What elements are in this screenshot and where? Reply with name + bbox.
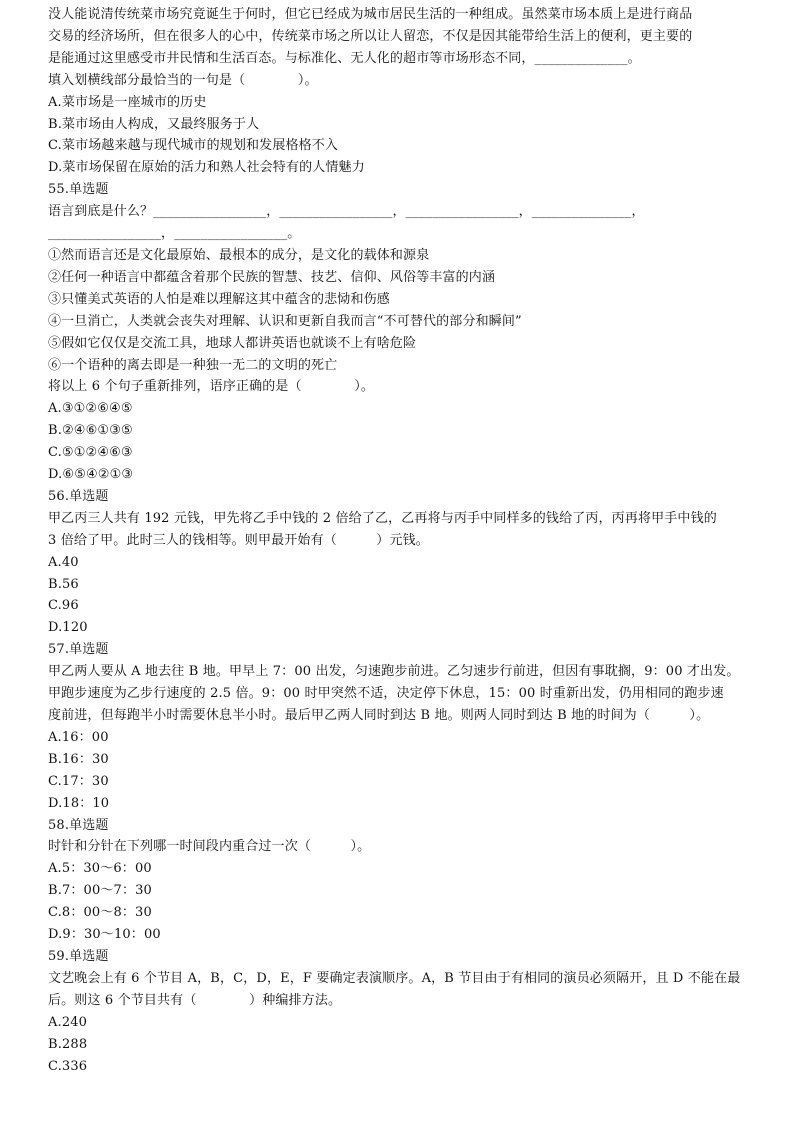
question-54 [48,4,760,179]
question-text-line: 3 倍给了甲。此时三人的钱相等。则甲最开始有（ ）元钱。 [48,532,429,548]
question-text-line: 时针和分针在下列哪一时间段内重合过一次（ ）。 [48,839,371,855]
question-55 [48,179,760,486]
option-d: D.9：30～10：00 [48,927,161,943]
option-b: B.288 [48,1036,88,1052]
option-d: D.菜市场保留在原始的活力和熟人社会特有的人情魅力 [48,160,365,176]
question-text-line: 甲乙两人要从 A 地去往 B 地。甲早上 7：00 出发，匀速跑步前进。乙匀速步行前进，但因有事耽搁，9：00 才出发。 [48,664,740,680]
question-prompt: 填入划横线部分最恰当的一句是（ ）。 [48,72,318,88]
option-a: A.16：00 [48,729,109,745]
question-text-line: 后。则这 6 个节目共有（ ）种编排方法。 [48,992,342,1008]
question-text-line: 语言到底是什么？_________________，_________________，_________________，_______________， [48,204,645,220]
question-text-line: 甲跑步速度为乙步行速度的 2.5 倍。9：00 时甲突然不适，决定停下休息，15：00 时重新出发，仍用相同的跑步速 [48,686,724,702]
question-text-line: _________________，_________________。 [48,226,301,242]
option-b: B.16：30 [48,751,109,767]
sentence-4: ④一旦消亡，人类就会丧失对理解、认识和更新自我而言“不可替代的部分和瞬间” [48,313,522,329]
option-a: A.5：30～6：00 [48,861,152,877]
sentence-5: ⑤假如它仅仅是交流工具，地球人都讲英语也就谈不上有啥危险 [48,335,417,351]
question-58 [48,815,760,946]
option-a: A.40 [48,554,79,570]
option-d: D.⑥⑤④②①③ [48,467,134,483]
option-b: B.7：00～7：30 [48,883,152,899]
option-c: C.8：00～8：30 [48,905,152,921]
option-b: B.②④⑥①③⑤ [48,423,133,439]
question-56 [48,486,760,639]
option-b: B.56 [48,576,79,592]
option-a: A.③①②⑥④⑤ [48,401,133,417]
question-header: 57.单选题 [48,642,109,658]
question-text-line: 文艺晚会上有 6 个节目 A，B，C，D，E，F 要确定表演顺序。A，B 节目由于有相同的演员必须隔开，且 D 不能在最 [48,970,741,986]
option-d: D.120 [48,620,88,636]
question-text-line: 是能通过这里感受市井民情和生活百态。与标准化、无人化的超市等市场形态不同，______________。 [48,50,641,66]
option-a: A.菜市场是一座城市的历史 [48,94,207,110]
question-text-line: 没人能说清传统菜市场究竟诞生于何时，但它已经成为城市居民生活的一种组成。虽然菜市场本质上是进行商品 [48,7,693,22]
option-c: C.96 [48,598,79,614]
option-c: C.菜市场越来越与现代城市的规划和发展格格不入 [48,138,339,154]
option-d: D.18：10 [48,795,110,811]
question-text-line: 度前进，但每跑半小时需要休息半小时。最后甲乙两人同时到达 B 地。则两人同时到达 B 地的时间为（ ）。 [48,708,710,723]
sentence-2: ②任何一种语言中都蕴含着那个民族的智慧、技艺、信仰、风俗等丰富的内涵 [48,269,496,285]
question-header: 59.单选题 [48,948,109,964]
option-b: B.菜市场由人构成，又最终服务于人 [48,116,260,132]
sentence-6: ⑥一个语种的离去即是一种独一无二的文明的死亡 [48,357,338,373]
option-c: C.336 [48,1058,88,1074]
question-57 [48,639,760,814]
sentence-1: ①然而语言还是文化最原始、最根本的成分，是文化的载体和源泉 [48,247,430,263]
question-header: 58.单选题 [48,817,109,833]
question-header: 55.单选题 [48,182,109,198]
question-text-line: 交易的经济场所，但在很多人的心中，传统菜市场之所以让人留恋，不仅是因其能带给生活上的便利，更主要的 [48,28,693,44]
question-59 [48,946,760,1077]
sentence-3: ③只懂美式英语的人怕是难以理解这其中蕴含的悲恸和伤感 [48,291,390,307]
question-text-line: 甲乙丙三人共有 192 元钱，甲先将乙手中钱的 2 倍给了乙，乙再将与丙手中同样多的钱给了丙，丙再将甲手中钱的 [48,510,717,526]
question-prompt: 将以上 6 个句子重新排列，语序正确的是（ ）。 [48,379,375,395]
option-c: C.17：30 [48,773,109,789]
option-a: A.240 [48,1014,88,1030]
question-header: 56.单选题 [48,488,109,504]
option-c: C.⑤①②④⑥③ [48,445,133,461]
